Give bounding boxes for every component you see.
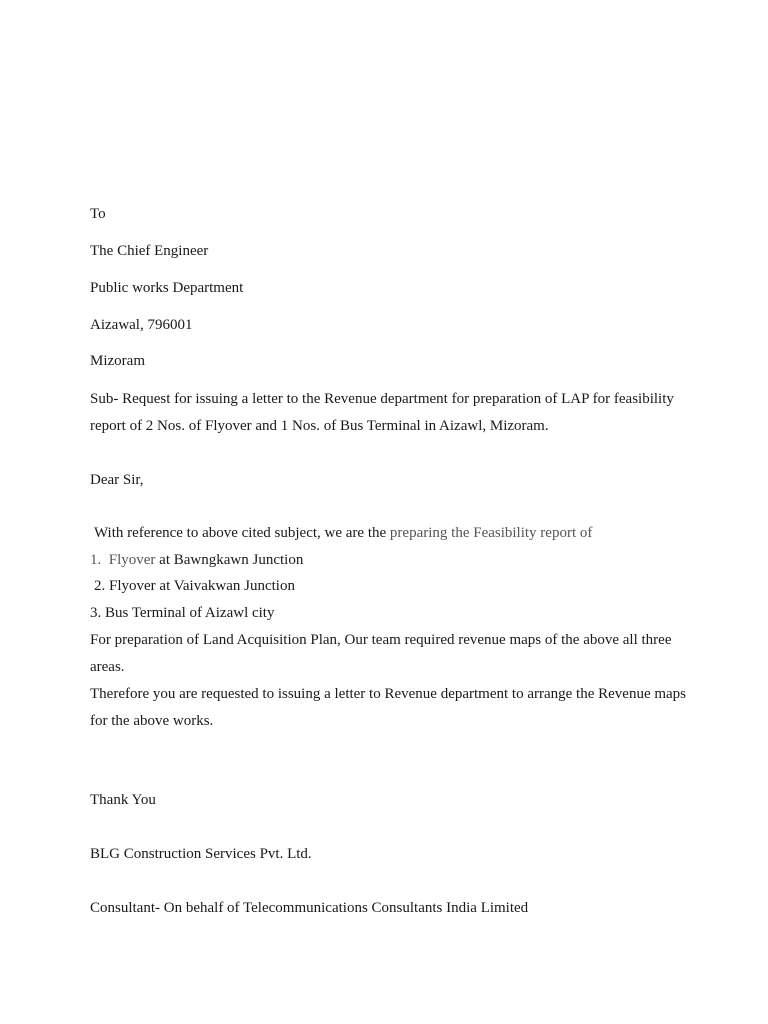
body-paragraph-1-line-2: areas. (90, 659, 125, 675)
recipient-title: The Chief Engineer (90, 243, 209, 259)
body-paragraph-2-line-1: Therefore you are requested to issuing a letter to Revenue department to arrange the Revenue maps (90, 686, 687, 702)
list-item-1 (90, 551, 303, 569)
body-paragraph-1-line-1: For preparation of Land Acquisition Plan, Our team required revenue maps of the above all three (90, 632, 672, 648)
list-item-1-number: 1. (90, 552, 102, 568)
list-item-1-rest: at Bawngkawn Junction (155, 552, 304, 568)
salutation: Dear Sir, (90, 472, 144, 488)
list-item-2: 2. Flyover at Vaivakwan Junction (94, 578, 295, 594)
recipient-department: Public works Department (90, 280, 244, 296)
intro-prefix: With reference to above cited subject, we are the (94, 525, 390, 541)
list-item-3: 3. Bus Terminal of Aizawl city (90, 605, 275, 621)
closing: Thank You (90, 792, 156, 808)
list-item-1-highlight: Flyover (108, 552, 156, 568)
company-name: BLG Construction Services Pvt. Ltd. (90, 846, 312, 862)
recipient-state: Mizoram (90, 353, 145, 369)
consultant-line: Consultant- On behalf of Telecommunications Consultants India Limited (90, 900, 529, 916)
intro-suffix: preparing the Feasibility report of (389, 525, 593, 541)
intro-line (94, 524, 592, 542)
recipient-city-pin: Aizawal, 796001 (90, 317, 193, 333)
subject-line-2: report of 2 Nos. of Flyover and 1 Nos. of Bus Terminal in Aizawl, Mizoram. (90, 418, 549, 434)
subject-line-1: Sub- Request for issuing a letter to the Revenue department for preparation of LAP for feasibility (90, 391, 674, 407)
body-paragraph-2-line-2: for the above works. (90, 713, 214, 729)
to-label: To (90, 206, 106, 222)
